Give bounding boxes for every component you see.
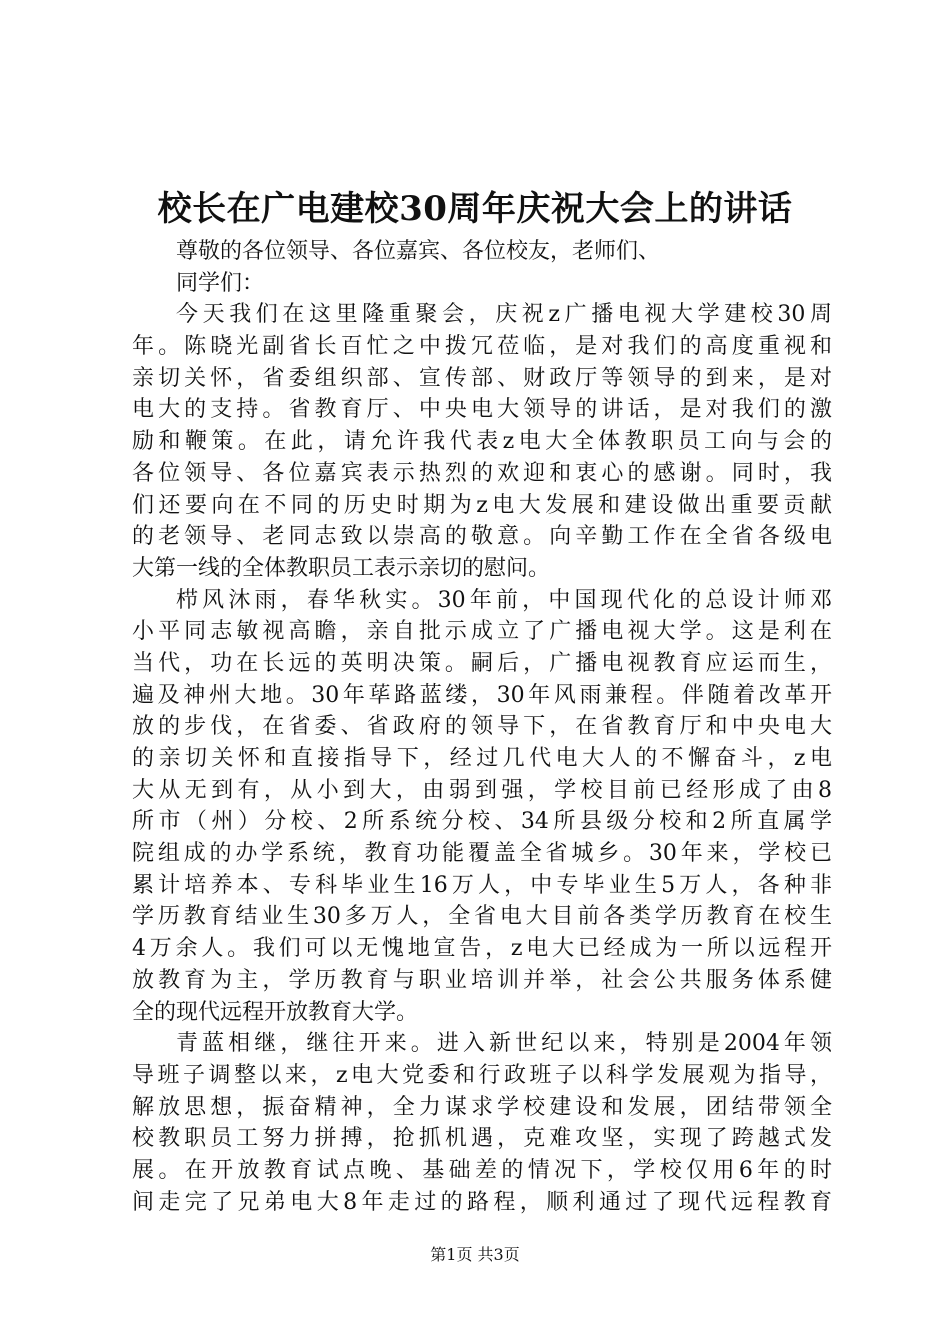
text-line: 的老领导、老同志致以崇高的敬意。向辛勤工作在全省各级电	[132, 524, 832, 550]
text-line: 的亲切关怀和直接指导下，经过几代电大人的不懈奋斗，z电	[132, 746, 832, 771]
text-line: 电大的支持。省教育厅、中央电大领导的讲话，是对我们的激	[132, 397, 832, 423]
text-line: 全的现代远程开放教育大学。	[132, 999, 419, 1025]
text-line: 放的步伐，在省委、省政府的领导下，在省教育厅和中央电大	[132, 714, 832, 740]
text-line: 小平同志敏视高瞻，亲自批示成立了广播电视大学。这是利在	[132, 619, 832, 645]
text-line: 各位领导、各位嘉宾表示热烈的欢迎和衷心的感谢。同时，我	[132, 460, 832, 486]
page-footer: 第1页 共3页	[430, 1245, 520, 1264]
text-line: 遍及神州大地。30年荜路蓝缕，30年风雨兼程。伴随着改革开	[132, 682, 832, 708]
text-line: 所市（州）分校、2所系统分校、34所县级分校和2所直属学	[132, 809, 832, 835]
text-line: 间走完了兄弟电大8年走过的路程，顺利通过了现代远程教育	[132, 1189, 832, 1215]
document-body	[132, 236, 832, 1218]
text-line: 解放思想，振奋精神，全力谋求学校建设和发展，团结带领全	[132, 1094, 832, 1120]
text-line: 今天我们在这里隆重聚会，庆祝z广播电视大学建校30周	[176, 302, 832, 328]
text-line: 栉风沐雨，春华秋实。30年前，中国现代化的总设计师邓	[176, 587, 832, 613]
text-line: 年。陈晓光副省长百忙之中拨冗莅临，是对我们的高度重视和	[132, 334, 832, 360]
text-line: 大从无到有，从小到大，由弱到强，学校目前已经形成了由8	[132, 777, 832, 803]
text-line: 4万余人。我们可以无愧地宣告，z电大已经成为一所以远程开	[132, 936, 832, 962]
document-title: 校长在广电建校30周年庆祝大会上的讲话	[157, 189, 793, 229]
text-line: 院组成的办学系统，教育功能覆盖全省城乡。30年来，学校已	[132, 841, 832, 867]
text-line: 们还要向在不同的历史时期为z电大发展和建设做出重要贡献	[132, 492, 832, 518]
text-line: 导班子调整以来，z电大党委和行政班子以科学发展观为指导，	[132, 1062, 832, 1088]
text-line: 校教职员工努力拼搏，抢抓机遇，克难攻坚，实现了跨越式发	[132, 1126, 832, 1152]
text-line: 大第一线的全体教职员工表示亲切的慰问。	[132, 555, 551, 581]
text-line: 展。在开放教育试点晚、基础差的情况下，学校仅用6年的时	[132, 1157, 832, 1183]
text-line: 励和鞭策。在此，请允许我代表z电大全体教职员工向与会的	[132, 429, 832, 455]
text-line: 当代，功在长远的英明决策。嗣后，广播电视教育应运而生，	[132, 650, 832, 676]
text-line: 累计培养本、专科毕业生16万人，中专毕业生5万人，各种非	[132, 872, 832, 898]
text-line: 亲切关怀，省委组织部、宣传部、财政厅等领导的到来，是对	[132, 365, 832, 391]
text-line: 尊敬的各位领导、各位嘉宾、各位校友，老师们、	[176, 239, 661, 264]
text-line: 放教育为主，学历教育与职业培训并举，社会公共服务体系健	[132, 967, 832, 993]
text-line: 青蓝相继，继往开来。进入新世纪以来，特别是2004年领	[176, 1031, 832, 1057]
text-line: 学历教育结业生30多万人，全省电大目前各类学历教育在校生	[132, 904, 832, 930]
text-line: 同学们：	[176, 270, 265, 296]
